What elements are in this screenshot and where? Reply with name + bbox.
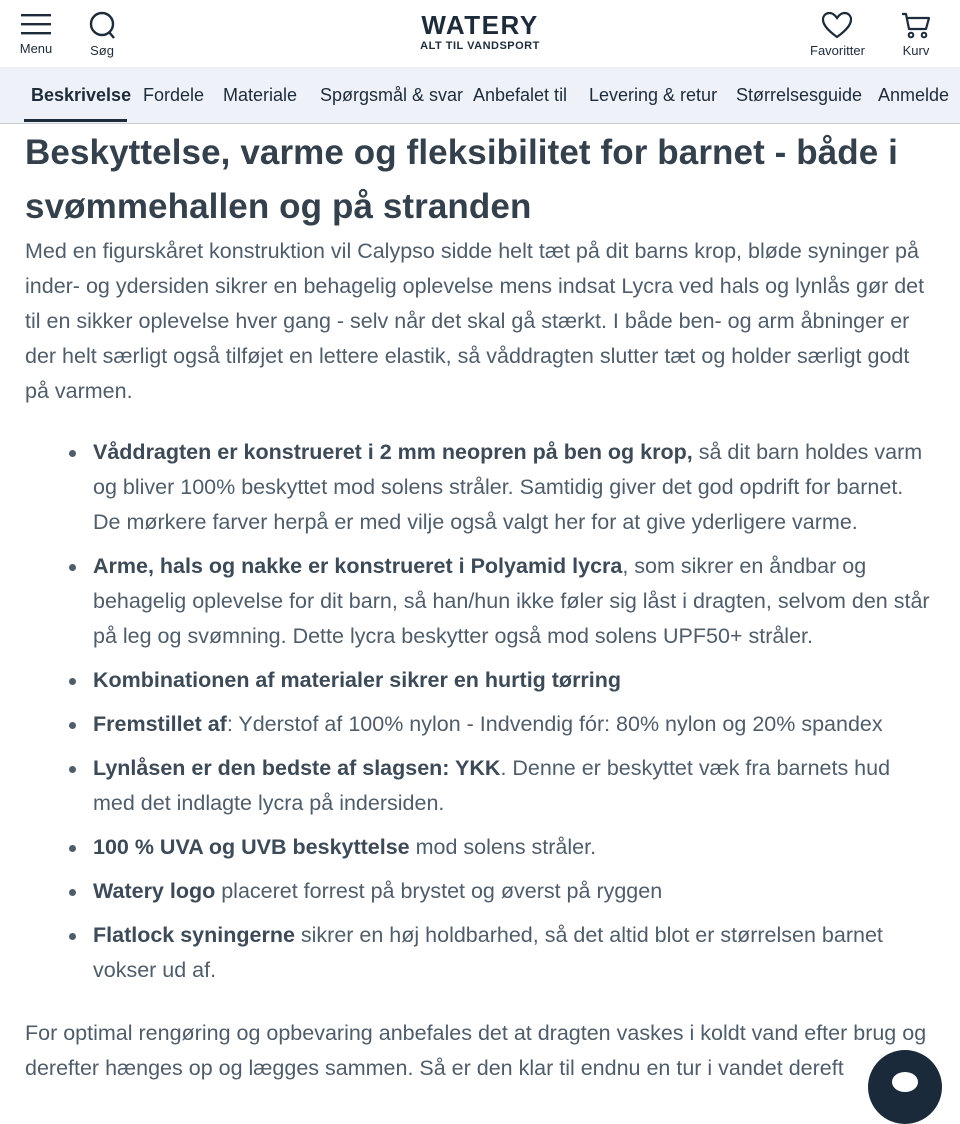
section-title: Beskyttelse, varme og fleksibilitet for barnet - både i svømmehallen og på stranden — [25, 133, 898, 226]
menu-label: Menu — [19, 41, 53, 56]
list-item — [93, 549, 935, 654]
tab-anbefalet-til[interactable]: Anbefalet til — [473, 85, 568, 105]
cart-icon — [898, 10, 934, 40]
search-label: Søg — [90, 43, 114, 58]
tab-beskrivelse[interactable]: Beskrivelse — [31, 85, 132, 105]
list-item — [93, 830, 935, 865]
list-item — [93, 707, 935, 742]
feature-list — [25, 435, 935, 988]
feature-bold: Fremstillet af — [93, 712, 227, 736]
feature-text: . Denne er beskyttet væk fra barnets hud med det indlagte lycra på indersiden. — [93, 756, 891, 815]
feature-bold: Kombinationen af materialer sikrer en hurtig tørring — [93, 668, 622, 692]
tab-stoerrelsesguide[interactable]: Størrelsesguide — [736, 85, 863, 105]
list-item — [93, 663, 935, 698]
list-item — [93, 751, 935, 821]
feature-text: , som sikrer en åndbar og behagelig oplevelse for dit barn, så han/hun ikke føler sig låst i dragten, selvom den står på leg og svømning. Dette lycra beskytter også mod solens UPF50+ stråler. — [93, 554, 930, 648]
care-paragraph: For optimal rengøring og opbevaring anbefales det at dragten vaskes i koldt vand efter brug og derefter hænges op og lægges sammen. Så er den klar til endnu en tur i vandet dereft — [25, 1021, 927, 1080]
chat-icon — [892, 1072, 918, 1092]
cart-button[interactable] — [898, 10, 934, 58]
brand-tagline: ALT TIL VANDSPORT — [420, 40, 540, 52]
feature-text: : Yderstof af 100% nylon - Indvendig fór: 80% nylon og 20% spandex — [226, 712, 883, 736]
active-tab-indicator — [24, 119, 127, 122]
feature-bold: Watery logo — [93, 879, 216, 903]
feature-bold: Flatlock syningerne — [93, 923, 295, 947]
site-header — [0, 0, 960, 67]
product-tabs — [0, 67, 960, 124]
tab-materiale[interactable]: Materiale — [223, 85, 298, 105]
feature-bold: Lynlåsen er den bedste af slagsen: YKK — [93, 756, 501, 780]
heart-icon — [820, 10, 854, 40]
tab-spoergsmaal-svar[interactable]: Spørgsmål & svar — [320, 85, 464, 105]
tab-levering-retur[interactable]: Levering & retur — [589, 85, 718, 105]
description-section — [25, 124, 935, 1086]
brand-name: WATERY — [421, 10, 539, 40]
feature-text: sikrer en høj holdbarhed, så det altid blot er størrelsen barnet vokser ud af. — [93, 923, 883, 982]
feature-text: mod solens stråler. — [409, 835, 597, 859]
cart-label: Kurv — [902, 43, 930, 58]
list-item — [93, 874, 935, 909]
list-item — [93, 435, 935, 540]
favorites-button[interactable] — [810, 10, 865, 58]
feature-bold: 100 % UVA og UVB beskyttelse — [93, 835, 410, 859]
feature-text: placeret forrest på brystet og øverst på ryggen — [215, 879, 663, 903]
feature-bold: Arme, hals og nakke er konstrueret i Polyamid lycra — [93, 554, 623, 578]
tab-anmeldelser[interactable]: Anmelde — [878, 85, 950, 105]
list-item — [93, 918, 935, 988]
tab-fordele[interactable]: Fordele — [143, 85, 205, 105]
favorites-label: Favoritter — [810, 43, 865, 58]
feature-text: så dit barn holdes varm og bliver 100% beskyttet mod solens stråler. Samtidig giver det god opdrift for barnet. De mørkere farver herpå er med vilje også valgt her for at give yderligere varme. — [93, 440, 923, 534]
feature-bold: Våddragten er konstrueret i 2 mm neopren på ben og krop, — [93, 440, 693, 464]
intro-paragraph: Med en figurskåret konstruktion vil Calypso sidde helt tæt på dit barns krop, bløde syninger på inder- og ydersiden sikrer en behagelig oplevelse mens indsat Lycra ved hals og lynlås gør det til en sikker oplevelse hver gang - selv når det skal gå stærkt. I både ben- og arm åbninger er der helt særligt også tilføjet en lettere elastik, så våddragten slutter tæt og holder særligt godt på varmen. — [25, 239, 925, 403]
chat-button[interactable] — [868, 1050, 942, 1124]
